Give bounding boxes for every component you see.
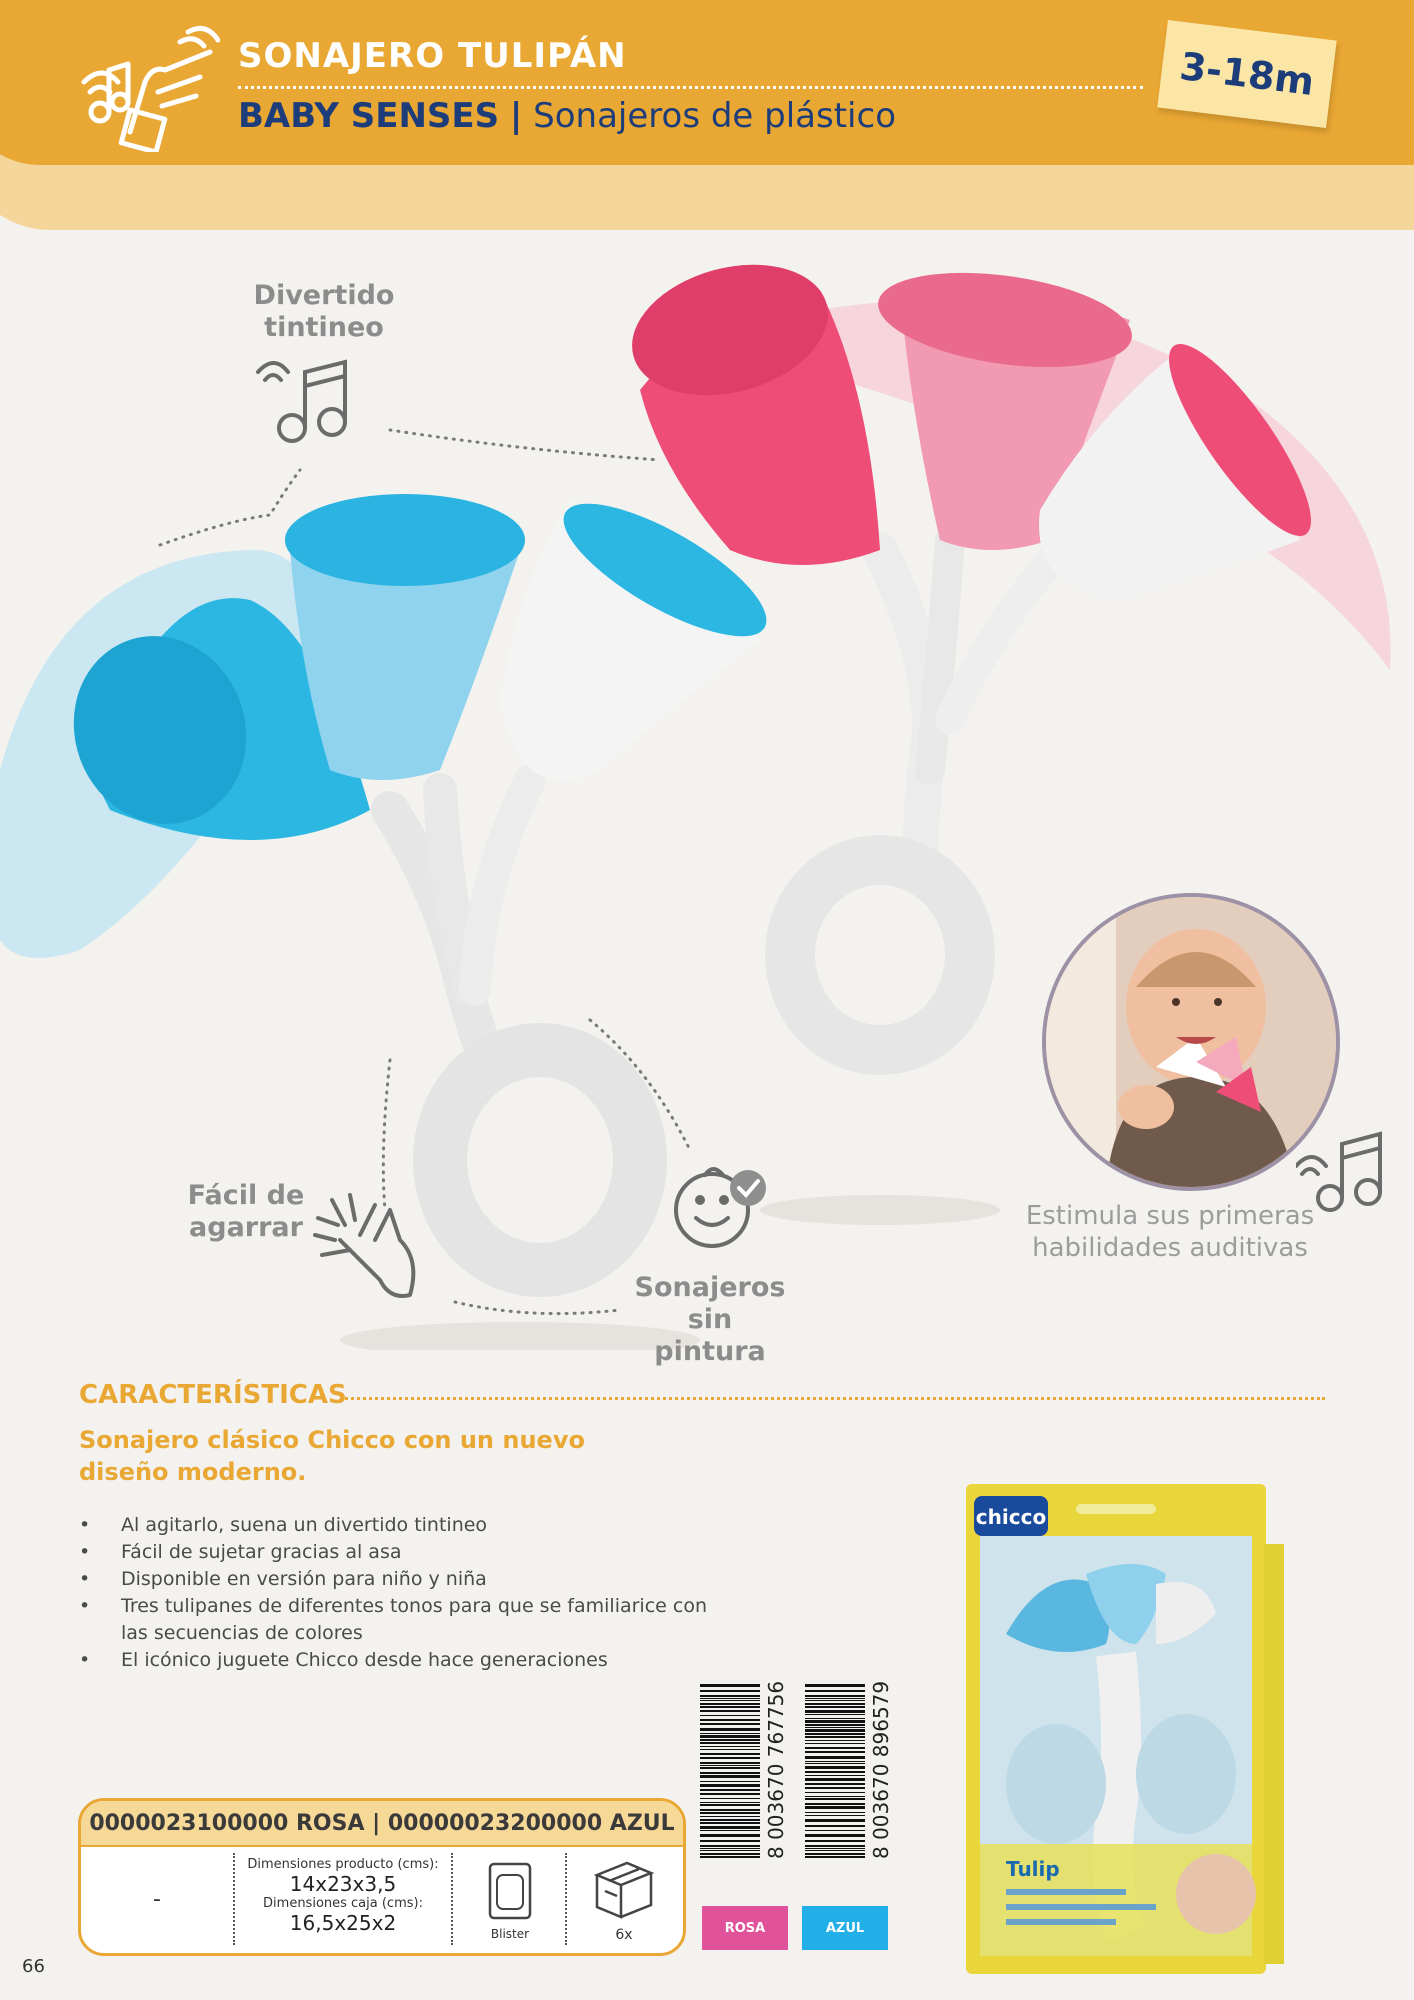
cell-divider — [565, 1853, 567, 1945]
product-subtitle — [238, 96, 896, 136]
category-name: Sonajeros de plástico — [533, 96, 896, 136]
barcode-stripe — [700, 1690, 760, 1692]
cell-divider — [451, 1853, 453, 1945]
barcode-stripe — [805, 1783, 865, 1785]
barcode-stripe — [700, 1765, 760, 1766]
barcode-rosa — [700, 1680, 794, 1859]
barcode-stripe — [805, 1845, 865, 1847]
barcode-stripe — [805, 1812, 865, 1813]
barcode-stripe — [700, 1735, 760, 1738]
barcode-stripe — [805, 1710, 865, 1713]
barcode-stripe — [700, 1802, 760, 1803]
barcode-stripe — [805, 1763, 865, 1764]
barcode-stripe — [805, 1727, 865, 1728]
features-list — [79, 1512, 729, 1674]
barcode-stripe — [700, 1703, 760, 1705]
barcode-stripe — [805, 1684, 865, 1687]
barcode-stripe — [700, 1728, 760, 1731]
barcode-stripe — [700, 1684, 760, 1687]
barcode-stripe — [805, 1853, 865, 1855]
barcode-stripe — [700, 1775, 760, 1778]
callout-no-paint — [630, 1272, 790, 1368]
barcode-stripe — [700, 1719, 760, 1721]
barcode-stripe — [700, 1809, 760, 1811]
barcode-stripe — [805, 1803, 865, 1805]
barcode-stripe — [700, 1822, 760, 1824]
barcode-stripe — [805, 1761, 865, 1762]
barcode-stripe — [700, 1853, 760, 1855]
barcode-stripe — [700, 1826, 760, 1829]
barcode-stripe — [805, 1806, 865, 1809]
barcode-stripe — [805, 1724, 865, 1726]
barcode-stripe — [700, 1700, 760, 1701]
barcode-stripe — [700, 1845, 760, 1847]
title-dotted-rule — [238, 86, 1143, 89]
barcode-stripe — [700, 1793, 760, 1795]
product-codes: 0000023100000 ROSA | 00000023200000 AZUL — [81, 1801, 683, 1847]
barcode-stripe — [805, 1700, 865, 1701]
barcode-stripe — [700, 1834, 760, 1837]
barcode-stripe — [700, 1715, 760, 1716]
barcode-stripe — [700, 1749, 760, 1750]
feature-item: • Disponible en versión para niño y niña — [79, 1566, 729, 1593]
barcode-stripe — [700, 1746, 760, 1747]
photo-caption — [1020, 1200, 1320, 1264]
barcode-stripe — [700, 1840, 760, 1842]
brand-line: BABY SENSES — [238, 96, 500, 136]
barcode-stripe — [700, 1742, 760, 1744]
box-dims-value: 16,5x25x2 — [289, 1911, 397, 1935]
music-note-icon — [258, 362, 345, 441]
package-brand: chicco — [975, 1505, 1047, 1529]
units-cell — [569, 1847, 679, 1951]
blister-icon — [487, 1861, 533, 1921]
barcode-stripe — [805, 1733, 865, 1735]
barcode-stripe — [700, 1757, 760, 1759]
barcode-stripe — [700, 1710, 760, 1712]
barcode-stripe — [700, 1830, 760, 1831]
barcode-stripe — [700, 1781, 760, 1782]
callout-no-paint-line-2: sin pintura — [654, 1304, 766, 1367]
barcode-stripe — [700, 1753, 760, 1755]
features-dotted-rule — [340, 1397, 1325, 1400]
barcode-stripe — [700, 1798, 760, 1799]
barcode-stripe — [805, 1819, 865, 1822]
barcode-stripe — [805, 1756, 865, 1759]
barcode-stripe — [700, 1856, 760, 1858]
feature-item: • El icónico juguete Chicco desde hace generaciones — [79, 1647, 729, 1674]
barcode-stripe — [700, 1848, 760, 1849]
barcode-number: 8 003670 896579 — [869, 1680, 893, 1859]
packaging-label: Blister — [490, 1927, 530, 1941]
barcode-stripe — [805, 1856, 865, 1858]
codes-first-cell: - — [153, 1886, 161, 1912]
age-badge: 3-18m — [1157, 20, 1336, 128]
feature-item: • Al agitarlo, suena un divertido tintineo — [79, 1512, 729, 1539]
barcode-stripe — [700, 1706, 760, 1708]
barcode-stripe — [805, 1787, 865, 1789]
variant-swatch-azul: AZUL — [802, 1906, 888, 1950]
barcode-stripe — [700, 1733, 760, 1734]
barcode-stripe — [700, 1784, 760, 1787]
barcode-stripe — [700, 1723, 760, 1725]
barcode-stripe — [700, 1819, 760, 1821]
barcode-bars — [700, 1684, 760, 1859]
barcode-stripe — [805, 1720, 865, 1723]
features-heading: CARACTERÍSTICAS — [79, 1380, 347, 1410]
barcode-stripe — [805, 1747, 865, 1749]
barcode-stripe — [700, 1789, 760, 1791]
barcode-stripe — [805, 1775, 865, 1776]
barcode-stripe — [805, 1830, 865, 1831]
callout-grip — [176, 1180, 316, 1244]
barcode-stripe — [700, 1698, 760, 1699]
barcode-stripe — [805, 1729, 865, 1732]
barcode-azul — [805, 1680, 899, 1859]
barcode-stripe — [805, 1740, 865, 1741]
barcode-stripe — [805, 1695, 865, 1697]
product-dims-label: Dimensiones producto (cms): — [247, 1857, 439, 1872]
barcode-stripe — [805, 1718, 865, 1719]
barcode-stripe — [700, 1772, 760, 1774]
callout-sound-line-2: tintineo — [264, 312, 384, 343]
retail-package — [966, 1484, 1288, 1974]
callout-sound-line-1: Divertido — [253, 280, 395, 311]
callout-grip-line-2: agarrar — [189, 1212, 303, 1243]
callout-sound — [244, 280, 404, 344]
page-number: 66 — [22, 1956, 45, 1977]
subtitle-separator: | — [509, 96, 523, 136]
barcode-stripe — [805, 1778, 865, 1781]
units-label: 6x — [615, 1927, 633, 1943]
product-codes-box — [78, 1798, 686, 1956]
hand-grip-icon — [315, 1195, 413, 1296]
barcode-stripe — [805, 1815, 865, 1816]
barcode-stripe — [700, 1739, 760, 1741]
barcode-stripe — [700, 1762, 760, 1764]
barcode-bars — [805, 1684, 865, 1859]
shake-hand-music-icon — [70, 22, 220, 152]
barcode-stripe — [805, 1848, 865, 1849]
callout-grip-line-1: Fácil de — [187, 1180, 305, 1211]
barcode-stripe — [805, 1798, 865, 1800]
barcode-stripe — [700, 1812, 760, 1814]
features-lead: Sonajero clásico Chicco con un nuevo diseño moderno. — [79, 1426, 585, 1486]
barcode-stripe — [805, 1690, 865, 1692]
package-label: Tulip — [1006, 1857, 1060, 1881]
barcode-stripe — [805, 1825, 865, 1827]
barcode-stripe — [700, 1804, 760, 1806]
barcode-stripe — [805, 1792, 865, 1793]
barcode-stripe — [805, 1698, 865, 1699]
dimensions-cell — [237, 1847, 449, 1956]
barcode-stripe — [805, 1751, 865, 1753]
photo-caption-line-2: habilidades auditivas — [1032, 1233, 1308, 1263]
barcode-stripe — [700, 1695, 760, 1697]
barcode-stripe — [700, 1767, 760, 1769]
feature-item: • Tres tulipanes de diferentes tonos para que se familiarice con las secuencias de colores — [79, 1593, 729, 1647]
photo-caption-line-1: Estimula sus primeras — [1025, 1201, 1315, 1231]
feature-item: • Fácil de sujetar gracias al asa — [79, 1539, 729, 1566]
barcode-stripe — [805, 1706, 865, 1708]
product-title: SONAJERO TULIPÁN — [238, 36, 627, 76]
barcode-stripe — [805, 1834, 865, 1837]
barcode-stripe — [700, 1850, 760, 1851]
product-dims-value: 14x23x3,5 — [289, 1872, 397, 1896]
barcode-stripe — [805, 1703, 865, 1705]
cell-divider — [233, 1853, 235, 1945]
box-dims-label: Dimensiones caja (cms): — [263, 1896, 423, 1911]
barcode-stripe — [805, 1743, 865, 1744]
packaging-cell — [455, 1847, 565, 1951]
barcode-stripe — [805, 1766, 865, 1769]
box-units-icon — [591, 1857, 657, 1921]
barcode-stripe — [805, 1771, 865, 1773]
barcode-stripe — [805, 1850, 865, 1851]
barcode-stripe — [805, 1714, 865, 1715]
barcode-stripe — [805, 1736, 865, 1738]
barcode-stripe — [805, 1840, 865, 1842]
barcode-stripe — [805, 1796, 865, 1797]
callout-no-paint-line-1: Sonajeros — [634, 1272, 786, 1303]
barcode-stripe — [700, 1816, 760, 1817]
barcode-number: 8 003670 767756 — [764, 1680, 788, 1859]
variant-swatch-rosa: ROSA — [702, 1906, 788, 1950]
